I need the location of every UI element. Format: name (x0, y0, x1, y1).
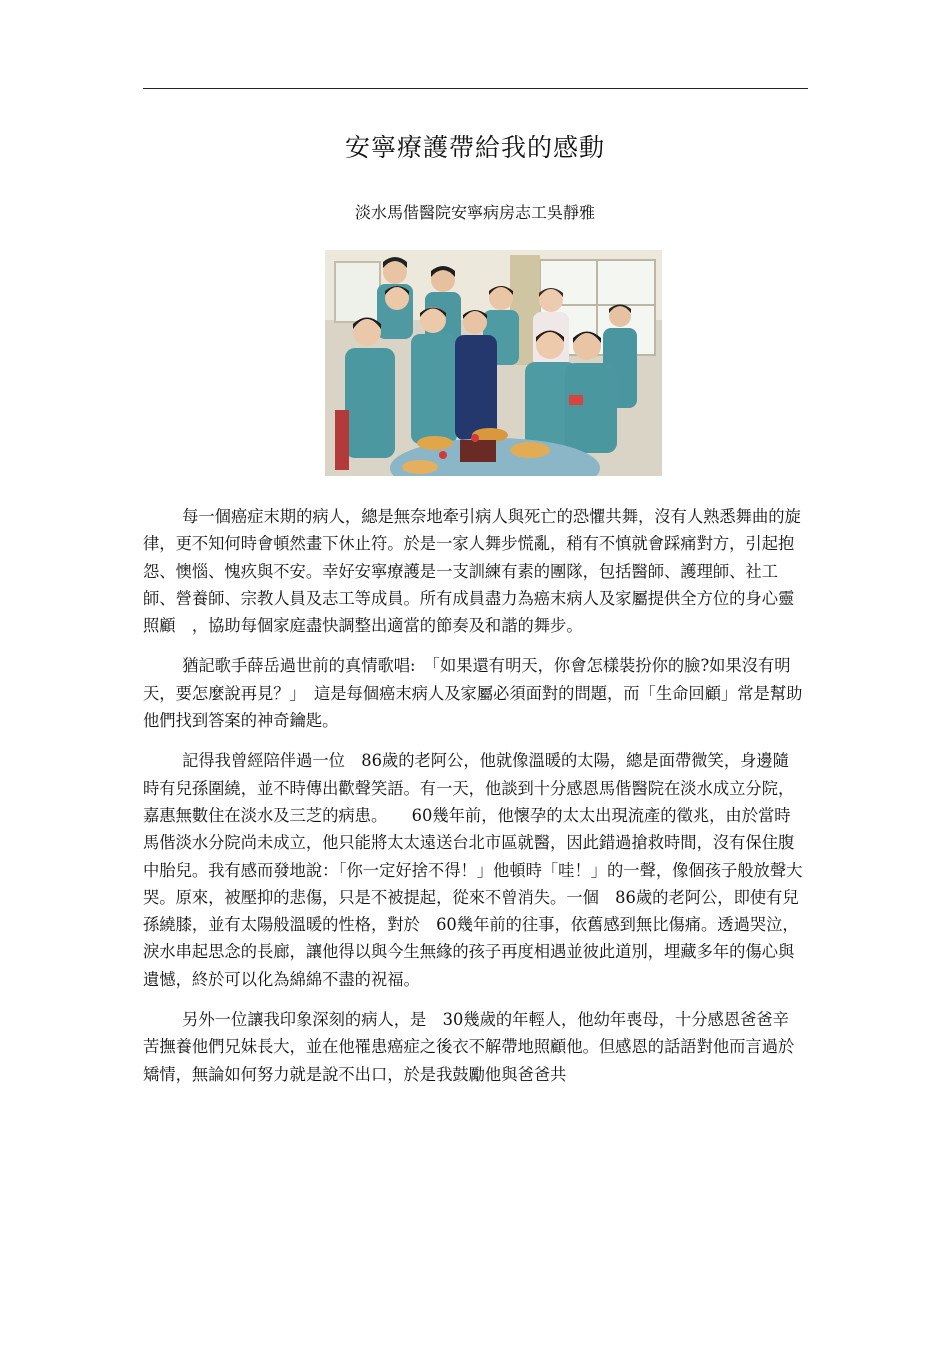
paragraph: 每一個癌症末期的病人，總是無奈地牽引病人與死亡的恐懼共舞，沒有人熟悉舞曲的旋律，更不知何時會頓然畫下休止符。於是一家人舞步慌亂，稍有不慎就會踩痛對方，引起抱怨、懊惱、愧疚與不安。幸好安寧療護是一支訓練有素的團隊，包括醫師、護理師、社工師、營養師、宗教人員及志工等成員。所有成員盡力為癌末病人及家屬提供全方位的身心靈照顧 ，協助每個家庭盡快調整出適當的節奏及和諧的舞步。 (143, 507, 801, 636)
page-title: 安寧療護帶給我的感動 (344, 133, 605, 162)
header-rule (143, 88, 808, 89)
author-line: 淡水馬偕醫院安寧病房志工吳靜雅 (354, 203, 595, 222)
paragraph: 記得我曾經陪伴過一位 86歲的老阿公，他就像溫暖的太陽，總是面帶微笑，身邊隨時有兒孫圍繞，並不時傳出歡聲笑語。有一天，他談到十分感恩馬偕醫院在淡水成立分院，嘉惠無數住在淡水及三芝的病患。 60幾年前，他懷孕的太太出現流產的徵兆，由於當時馬偕淡水分院尚未成立，他只能將太太遠送台北市區就醫，因此錯過搶救時間，沒有保住腹中胎兒。我有感而發地說：「你一定好捨不得！」他頓時「哇！」的一聲，像個孩子般放聲大哭。原來，被壓抑的悲傷，只是不被提起，從來不曾消失。一個 86歲的老阿公，即使有兒孫繞膝，並有太陽般溫暖的性格，對於 60幾年前的往事，依舊感到無比傷痛。透過哭泣，淚水串起思念的長廊，讓他得以與今生無緣的孩子再度相遇並彼此道別，埋藏多年的傷心與遺憾，終於可以化為綿綿不盡的祝福。 (143, 751, 803, 989)
paragraph: 另外一位讓我印象深刻的病人，是 30幾歲的年輕人，他幼年喪母，十分感恩爸爸辛苦撫養他們兄妹長大，並在他罹患癌症之後衣不解帶地照顧他。但感恩的話語對他而言過於矯情，無論如何努力就是說不出口，於是我鼓勵他與爸爸共 (143, 1010, 795, 1084)
paragraph: 猶記歌手薛岳過世前的真情歌唱: 「如果還有明天，你會怎樣裝扮你的臉?如果沒有明天，要怎麼說再見？」 這是每個癌末病人及家屬必須面對的問題，而「生命回顧」常是幫助他們找到答案的神奇鑰匙。 (143, 656, 803, 731)
group-photo (325, 250, 662, 476)
article-body (143, 503, 803, 1101)
